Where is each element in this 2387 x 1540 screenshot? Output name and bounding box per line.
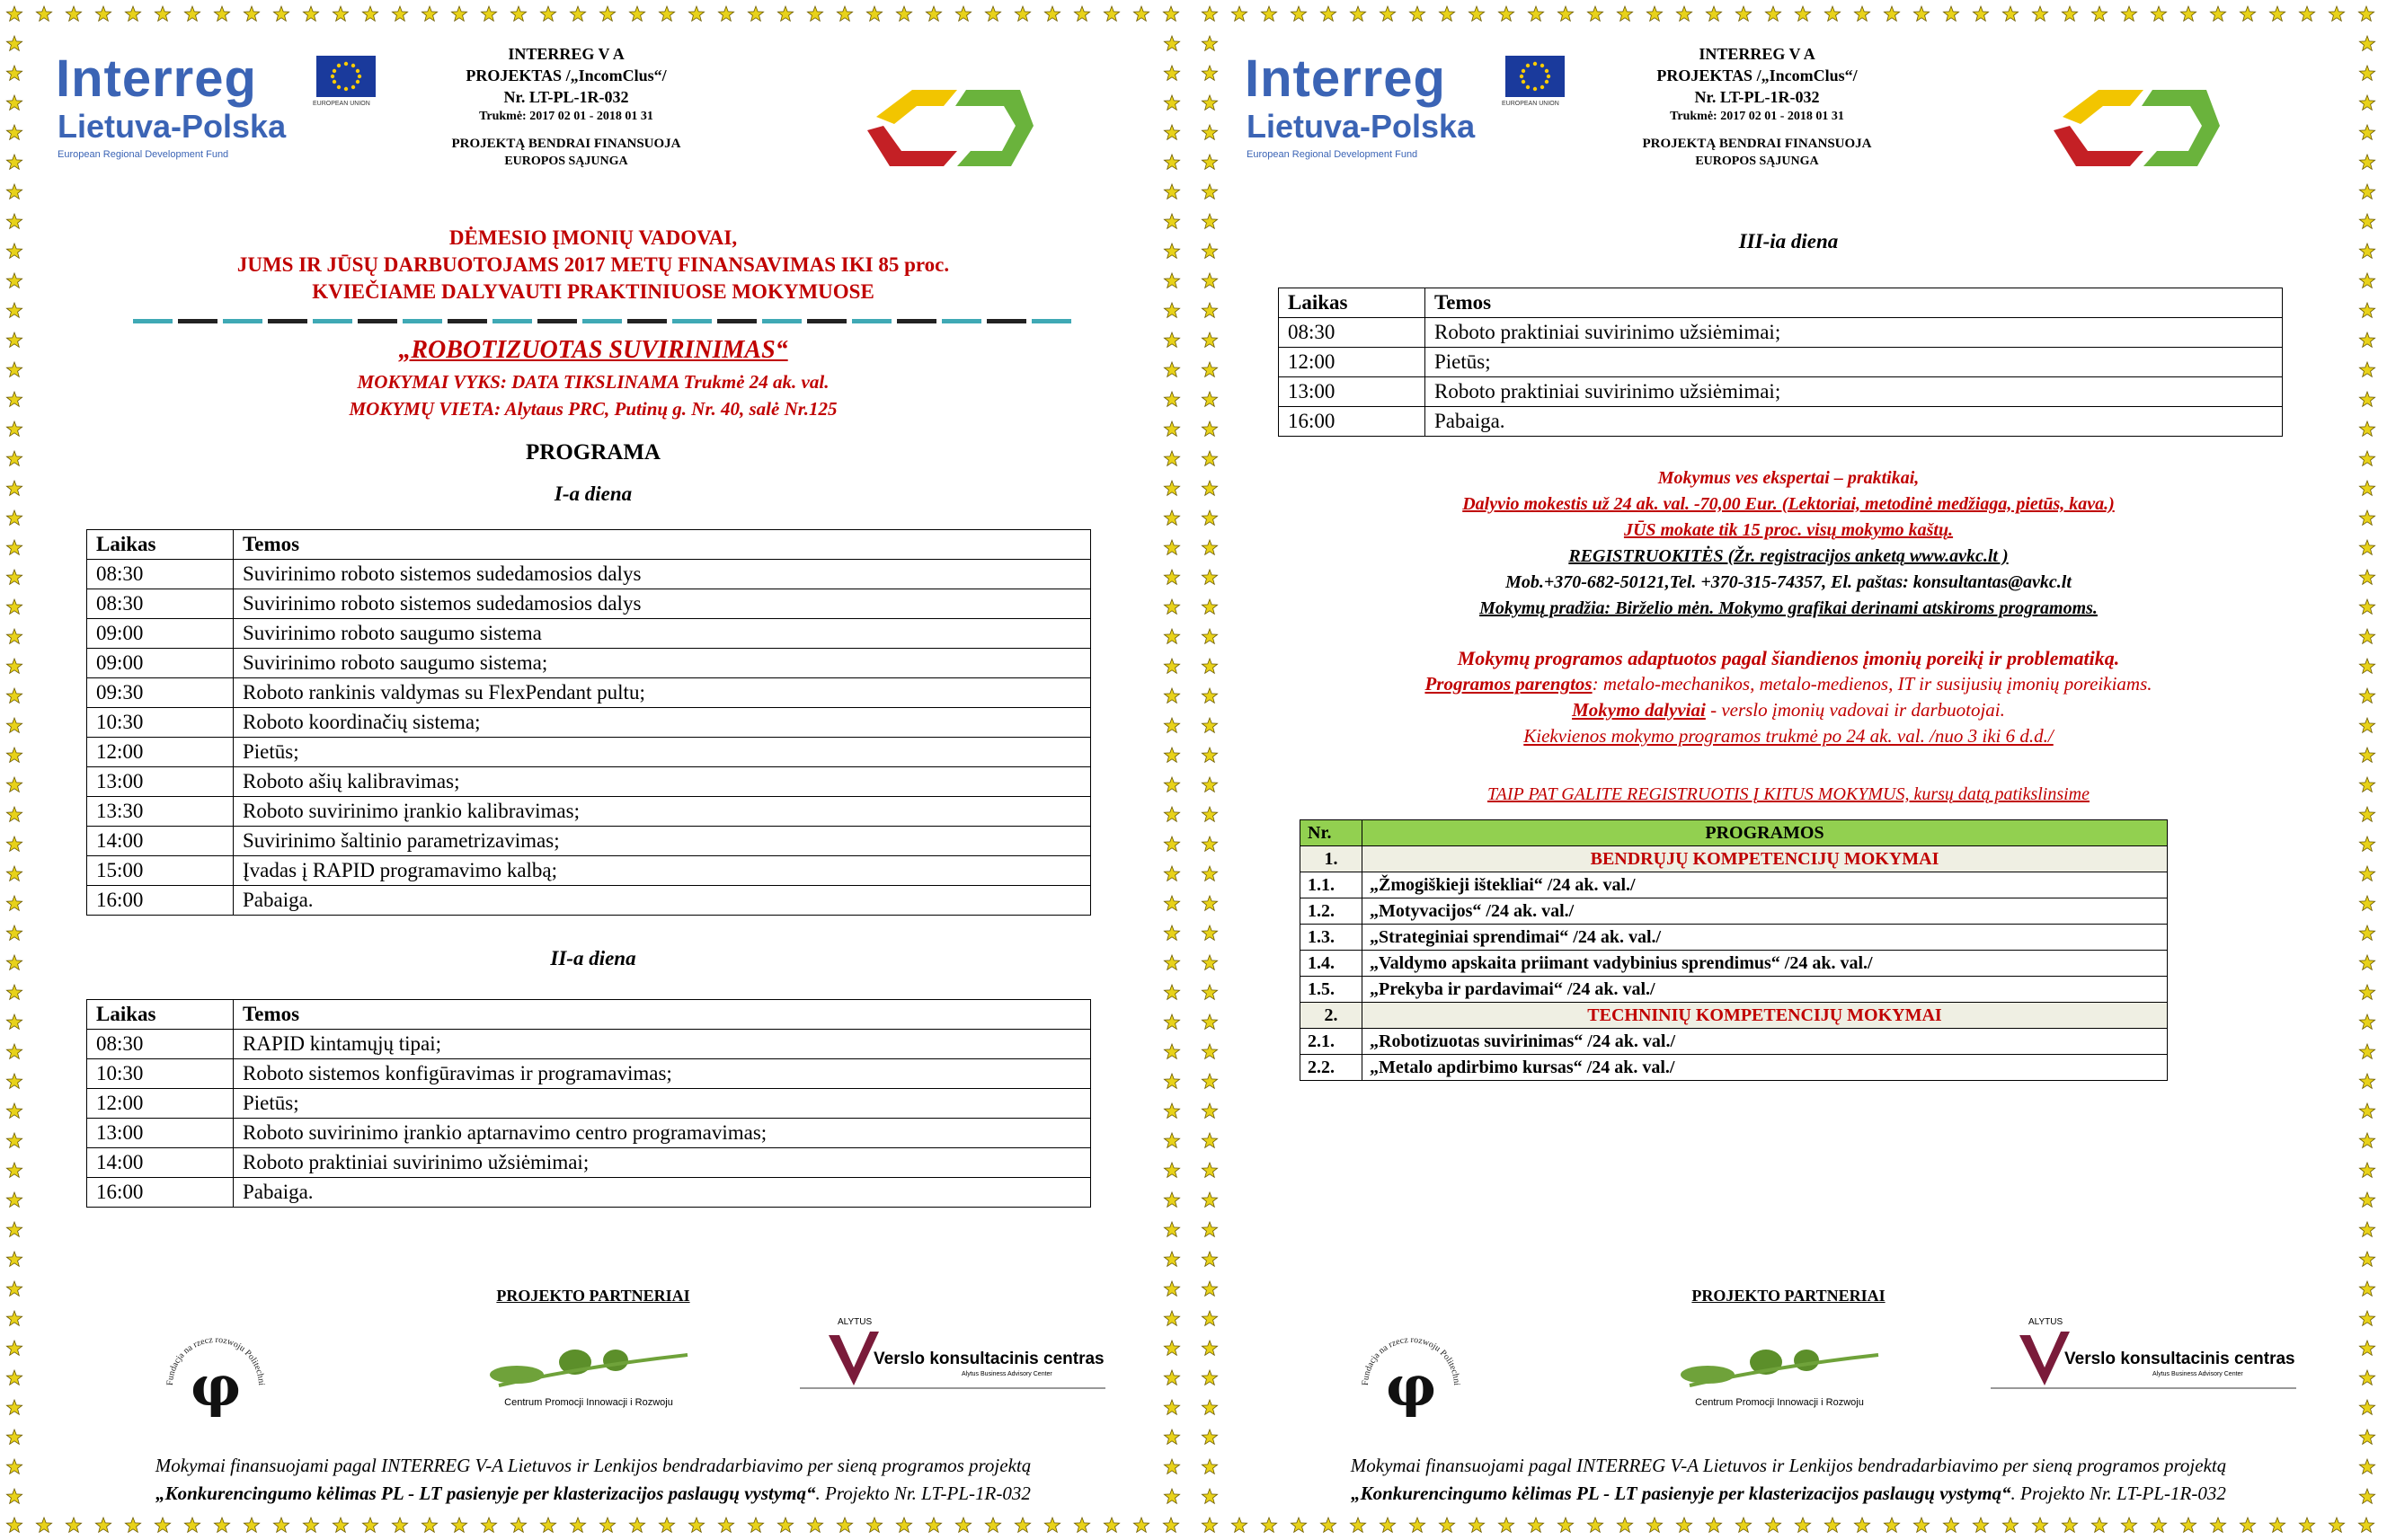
topic-cell: Pietūs; [234,1089,1091,1119]
start-line: Mokymų pradžia: Birželio mėn. Mokymo grafikai derinami atskiroms programoms. [1479,598,2098,618]
financing-line-2: EUROPOS SĄJUNGA [1695,155,1819,168]
leaves-icon [481,1339,697,1393]
time-cell: 08:30 [87,589,234,619]
footer-project-nr: . Projekto Nr. LT-PL-1R-032 [815,1482,1031,1504]
program-nr: 1.3. [1300,925,1362,951]
partner-logo-fundacja [162,1332,270,1439]
prepared-line [1195,671,2382,697]
course-when: MOKYMAI VYKS: DATA TIKSLINAMA Trukmė 24 ak. val. [357,371,830,393]
topic-cell: Pietūs; [1425,348,2283,377]
partner-logo-avkc [791,1317,1114,1416]
program-line: INTERREG V A [1699,45,1815,63]
topic-cell: Roboto sistemos konfigūravimas ir programavimas; [234,1059,1091,1089]
table-row [87,1059,1091,1089]
partner-1-ring-text: Fundacja na rzecz rozwoju Politechni [1360,1334,1462,1386]
leaves-icon [1672,1339,1887,1393]
partner-logo-fundacja [1357,1332,1465,1439]
partner-1-ring-text: Fundacja na rzecz rozwoju Politechni [164,1334,267,1386]
time-cell: 12:00 [87,1089,234,1119]
fee-line: Dalyvio mokestis už 24 ak. val. -70,00 Eur. (Lektoriai, metodinė medžiaga, pietūs, kava.) [1462,494,2115,514]
table-row [87,827,1091,856]
table-row [87,678,1091,708]
headline-line-1: DĖMESIO ĮMONIŲ VADOVAI, [448,226,738,249]
topic-cell: Roboto rankinis valdymas su FlexPendant pultu; [234,678,1091,708]
eu-flag-icon [316,56,376,97]
footer-note [0,1452,1186,1508]
phi-icon: φ [190,1353,242,1419]
eu-flag-icon [1505,56,1565,97]
section-row [1300,1003,2168,1029]
time-cell: 09:00 [87,619,234,649]
financing-line-1: PROJEKTĄ BENDRAI FINANSUOJA [451,137,681,151]
header-time: Laikas [1279,288,1425,318]
program-line: INTERREG V A [508,45,625,63]
table-row [87,589,1091,619]
table-row [87,1089,1091,1119]
logo-title: Interreg [1245,49,1446,108]
program-nr: 2. [1300,1003,1362,1029]
program-title: „Žmogiškieji ištekliai“ /24 ak. val./ [1362,872,2168,898]
topic-cell: Suvirinimo šaltinio parametrizavimas; [234,827,1091,856]
check-v-icon [827,1326,881,1389]
table-row [87,1030,1091,1059]
section-row [1300,846,2168,872]
time-cell: 09:30 [87,678,234,708]
program-row [1300,1029,2168,1055]
program-nr: 2.1. [1300,1029,1362,1055]
participants-label: Mokymo dalyviai [1572,699,1706,721]
project-duration: Trukmė: 2017 02 01 - 2018 01 31 [1670,110,1844,123]
topic-cell: Pabaiga. [234,1178,1091,1208]
logo-fund: European Regional Development Fund [1247,149,1418,160]
project-header [409,43,723,171]
topic-cell: Suvirinimo roboto saugumo sistema; [234,649,1091,678]
prepared-text: : metalo-mechanikos, metalo-medienos, IT ir susijusių įmonių poreikiams. [1592,673,2152,695]
program-nr: 2.2. [1300,1055,1362,1081]
partner-logo-cpir [481,1339,697,1438]
footer-project-title: „Konkurencingumo kėlimas PL - LT pasienyje per klasterizacijos paslaugų vystymą“ [155,1482,816,1504]
program-row [1300,898,2168,925]
header-topic: Temos [234,1000,1091,1030]
table-row [1279,407,2283,437]
logo-subtitle: Lietuva-Polska [58,108,287,145]
table-row [87,649,1091,678]
table-row [87,1119,1091,1148]
time-cell: 12:00 [87,738,234,767]
participants-text: - verslo įmonių vadovai ir darbuotojai. [1705,699,2005,721]
table-header-row [1279,288,2283,318]
footer-project-nr: . Projekto Nr. LT-PL-1R-032 [2010,1482,2226,1504]
program-nr: 1.4. [1300,951,1362,977]
logo-title: Interreg [56,49,257,108]
table-row [87,767,1091,797]
time-cell: 08:30 [87,560,234,589]
eu-label: EUROPEAN UNION [1502,101,1559,107]
program-title: „Metalo apdirbimo kursas“ /24 ak. val./ [1362,1055,2168,1081]
header-time: Laikas [87,1000,234,1030]
table-header-row [87,1000,1091,1030]
table-row [87,886,1091,916]
topic-cell: Pabaiga. [234,886,1091,916]
program-nr: 1. [1300,846,1362,872]
headline-line-2: JUMS IR JŪSŲ DARBUOTOJAMS 2017 METŲ FINANSAVIMAS IKI 85 proc. [236,253,950,276]
partner-3-sub: Alytus Business Advisory Center [962,1371,1052,1377]
table-row [87,560,1091,589]
headline [0,225,1186,305]
partner-2-name: Centrum Promocji Innowacji i Rozwoju [1695,1397,1864,1408]
day-1-title: I-a diena [554,482,633,505]
program-title: TECHNINIŲ KOMPETENCIJŲ MOKYMAI [1362,1003,2168,1029]
logo-subtitle: Lietuva-Polska [1247,108,1476,145]
header-topic: Temos [234,530,1091,560]
program-heading: PROGRAMA [526,440,661,465]
time-cell: 10:30 [87,1059,234,1089]
register-line[interactable]: REGISTRUOKITĖS (Žr. registracijos anketą www.avkc.lt ) [1568,546,2009,566]
topic-cell: Suvirinimo roboto sistemos sudedamosios dalys [234,560,1091,589]
time-cell: 08:30 [87,1030,234,1059]
incomclus-logo [858,81,1038,180]
day-2-title: II-a diena [550,947,636,969]
partner-3-name: Verslo konsultacinis centras [2064,1350,2295,1368]
topic-cell: Roboto praktiniai suvirinimo užsiėmimai; [1425,377,2283,407]
divider-line [133,319,1077,323]
topic-cell: Suvirinimo roboto saugumo sistema [234,619,1091,649]
footer-line-1: Mokymai finansuojami pagal INTERREG V-A Lietuvos ir Lenkijos bendradarbiavimo per sieną programos projektą [155,1455,1032,1476]
program-title: „Strateginiai sprendimai“ /24 ak. val./ [1362,925,2168,951]
adapted-line: Mokymų programos adaptuotos pagal šiandienos įmonių poreikį ir problematiką. [1457,647,2120,669]
contacts-line[interactable]: Mob.+370-682-50121,Tel. +370-315-74357, El. paštas: konsultantas@avkc.lt [1505,572,2072,592]
time-cell: 13:00 [87,1119,234,1148]
interreg-logo [1245,43,1559,160]
time-cell: 10:30 [87,708,234,738]
partners-title: PROJEKTO PARTNERIAI [1691,1287,1886,1305]
logo-fund: European Regional Development Fund [58,149,229,160]
topic-cell: Suvirinimo roboto sistemos sudedamosios dalys [234,589,1091,619]
project-header [1600,43,1914,171]
topic-cell: Įvadas į RAPID programavimo kalbą; [234,856,1091,886]
program-row [1300,977,2168,1003]
table-row [87,619,1091,649]
partner-3-underline [800,1387,1105,1389]
partner-3-name: Verslo konsultacinis centras [874,1350,1105,1368]
project-line: PROJEKTAS /„IncomClus“/ [466,66,667,84]
pay-line: JŪS mokate tik 15 proc. visų mokymo kaštų. [1623,520,1954,540]
time-cell: 15:00 [87,856,234,886]
headline-line-3: KVIEČIAME DALYVAUTI PRAKTINIUOSE MOKYMUOSE [312,280,874,303]
project-number: Nr. LT-PL-1R-032 [503,88,629,106]
table-row [1279,377,2283,407]
program-nr: 1.5. [1300,977,1362,1003]
time-cell: 16:00 [87,886,234,916]
table-row [87,1178,1091,1208]
table-row [87,1148,1091,1178]
time-cell: 12:00 [1279,348,1425,377]
flyer-page-2 [1195,0,2382,1540]
topic-cell: Pabaiga. [1425,407,2283,437]
table-header-row [87,530,1091,560]
program-title: „Prekyba ir pardavimai“ /24 ak. val./ [1362,977,2168,1003]
day-3-title: III-ia diena [1738,230,1839,252]
footer-project-title: „Konkurencingumo kėlimas PL - LT pasienyje per klasterizacijos paslaugų vystymą“ [1351,1482,2011,1504]
course-where: MOKYMŲ VIETA: Alytaus PRC, Putinų g. Nr. 40, salė Nr.125 [349,398,838,420]
footer-line-2 [1195,1480,2382,1508]
day-2-schedule-table [86,999,1091,1208]
incomclus-logo [2045,81,2224,180]
partner-logo-avkc [1982,1317,2305,1416]
partner-3-sub: Alytus Business Advisory Center [2152,1371,2243,1377]
project-duration: Trukmė: 2017 02 01 - 2018 01 31 [479,110,653,123]
header-time: Laikas [87,530,234,560]
table-row [1279,318,2283,348]
check-v-icon [2018,1326,2072,1389]
topic-cell: Roboto praktiniai suvirinimo užsiėmimai; [1425,318,2283,348]
day-3-schedule-table [1278,288,2283,437]
info-block [1195,465,2382,622]
table-row [1279,348,2283,377]
partner-2-name: Centrum Promocji Innowacji i Rozwoju [504,1397,673,1408]
table-row [87,708,1091,738]
program-nr: 1.1. [1300,872,1362,898]
partners-title: PROJEKTO PARTNERIAI [496,1287,690,1305]
time-cell: 13:30 [87,797,234,827]
time-cell: 14:00 [87,827,234,856]
also-register-line[interactable]: TAIP PAT GALITE REGISTRUOTIS Į KITUS MOKYMUS, kursų datą patikslinsime [1486,784,2090,804]
financing-line-2: EUROPOS SĄJUNGA [504,155,628,168]
program-title: „Valdymo apskaita priimant vadybinius sprendimus“ /24 ak. val./ [1362,951,2168,977]
programs-info [1195,645,2382,749]
flyer-page-1 [0,0,1186,1540]
program-row [1300,872,2168,898]
programs-table [1300,819,2168,1081]
time-cell: 16:00 [87,1178,234,1208]
project-number: Nr. LT-PL-1R-032 [1694,88,1820,106]
time-cell: 14:00 [87,1148,234,1178]
participants-line [1195,697,2382,723]
partner-3-top: ALYTUS [838,1317,873,1327]
topic-cell: Roboto praktiniai suvirinimo užsiėmimai; [234,1148,1091,1178]
experts-line: Mokymus ves ekspertai – praktikai, [1657,468,1920,488]
topic-cell: RAPID kintamųjų tipai; [234,1030,1091,1059]
program-row [1300,1055,2168,1081]
phi-icon: φ [1385,1353,1437,1419]
duration-note: Kiekvienos mokymo programos trukmė po 24 ak. val. /nuo 3 iki 6 d.d./ [1523,725,2054,747]
topic-cell: Roboto suvirinimo įrankio kalibravimas; [234,797,1091,827]
programs-header-title: PROGRAMOS [1362,820,2168,846]
table-row [87,738,1091,767]
program-title: „Robotizuotas suvirinimas“ /24 ak. val./ [1362,1029,2168,1055]
interreg-logo [56,43,370,160]
table-row [87,797,1091,827]
topic-cell: Roboto suvirinimo įrankio aptarnavimo centro programavimas; [234,1119,1091,1148]
eu-label: EUROPEAN UNION [313,101,370,107]
partner-3-underline [1991,1387,2296,1389]
day-1-schedule-table [86,529,1091,916]
programs-header-row [1300,820,2168,846]
time-cell: 16:00 [1279,407,1425,437]
program-title: BENDRŲJŲ KOMPETENCIJŲ MOKYMAI [1362,846,2168,872]
program-nr: 1.2. [1300,898,1362,925]
course-title: „ROBOTIZUOTAS SUVIRINIMAS“ [398,336,788,364]
program-row [1300,925,2168,951]
program-row [1300,951,2168,977]
footer-line-2 [0,1480,1186,1508]
project-line: PROJEKTAS /„IncomClus“/ [1656,66,1858,84]
table-row [87,856,1091,886]
time-cell: 13:00 [1279,377,1425,407]
partner-3-top: ALYTUS [2028,1317,2063,1327]
financing-line-1: PROJEKTĄ BENDRAI FINANSUOJA [1642,137,1872,151]
footer-note [1195,1452,2382,1508]
course-info [0,368,1186,422]
header-topic: Temos [1425,288,2283,318]
programs-header-nr: Nr. [1300,820,1362,846]
topic-cell: Pietūs; [234,738,1091,767]
topic-cell: Roboto koordinačių sistema; [234,708,1091,738]
time-cell: 08:30 [1279,318,1425,348]
footer-line-1: Mokymai finansuojami pagal INTERREG V-A Lietuvos ir Lenkijos bendradarbiavimo per sieną programos projektą [1350,1455,2227,1476]
partner-logo-cpir [1672,1339,1887,1438]
program-title: „Motyvacijos“ /24 ak. val./ [1362,898,2168,925]
time-cell: 13:00 [87,767,234,797]
time-cell: 09:00 [87,649,234,678]
topic-cell: Roboto ašių kalibravimas; [234,767,1091,797]
prepared-label: Programos parengtos [1424,673,1593,695]
